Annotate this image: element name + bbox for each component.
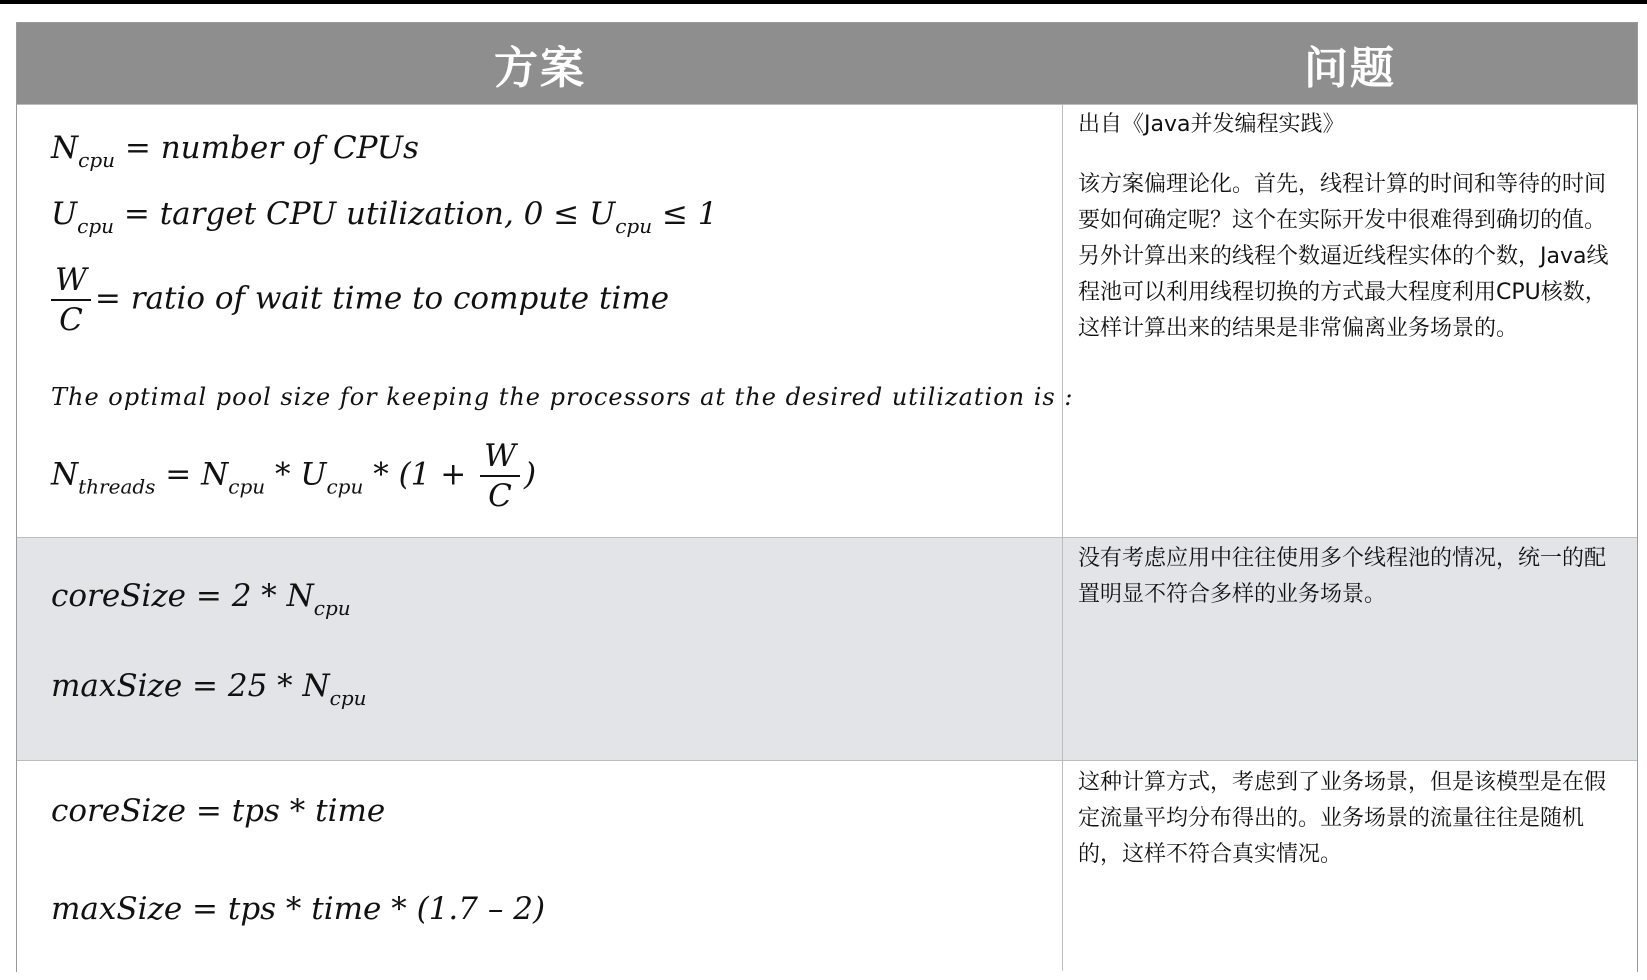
column-divider bbox=[1062, 104, 1063, 971]
formula-nthreads: $N_{threads} = N_{cpu} * U_{cpu} * (1$ + $\frac{W}{C}$ ) bbox=[51, 438, 537, 514]
fraction-w-over-c: $\frac{W}{C}$ bbox=[51, 261, 91, 339]
header-issue: 问题 bbox=[1063, 23, 1637, 104]
formula-ucpu: $U_{cpu}$ = target CPU utilization, $0 \le U_{cpu} \le 1$ bbox=[51, 196, 718, 238]
fraction-w-over-c: $\frac{W}{C}$ bbox=[480, 437, 520, 515]
optimal-pool-size-text: The optimal pool size for keeping the processors at the desired utilization is : bbox=[51, 383, 1074, 411]
issue-source: 出自《Java并发编程实践》 bbox=[1078, 112, 1345, 137]
formula-maxsize: maxSize = tps * time * (1.7 – 2) bbox=[51, 891, 546, 927]
formula-wc-ratio: $\frac{W}{C}$ = ratio of wait time to compute time bbox=[47, 261, 669, 339]
issue-text: 没有考虑应用中往往使用多个线程池的情况，统一的配置明显不符合多样的业务场景。 bbox=[1078, 546, 1607, 607]
formula-ncpu: $N_{cpu}$ = number of CPUs bbox=[51, 130, 419, 172]
formula-coresize: coreSize = $2 * N_{cpu}$ bbox=[51, 578, 351, 620]
top-border bbox=[0, 0, 1647, 4]
header-plan: 方案 bbox=[17, 23, 1063, 104]
issue-text: 这种计算方式，考虑到了业务场景，但是该模型是在假定流量平均分布得出的。业务场景的流量往往是随机的，这样不符合真实情况。 bbox=[1078, 770, 1607, 867]
issue-text: 该方案偏理论化。首先，线程计算的时间和等待的时间要如何确定呢？这个在实际开发中很难得到确切的值。另外计算出来的线程个数逼近线程实体的个数，Java线程池可以利用线程切换的方式最大程度利用CPU核数，这样计算出来的结果是非常偏离业务场景的。 bbox=[1078, 172, 1609, 341]
formula-coresize: coreSize = tps * time bbox=[51, 793, 386, 829]
comparison-table bbox=[16, 22, 1638, 972]
formula-maxsize: maxSize = $25 * N_{cpu}$ bbox=[51, 668, 367, 710]
